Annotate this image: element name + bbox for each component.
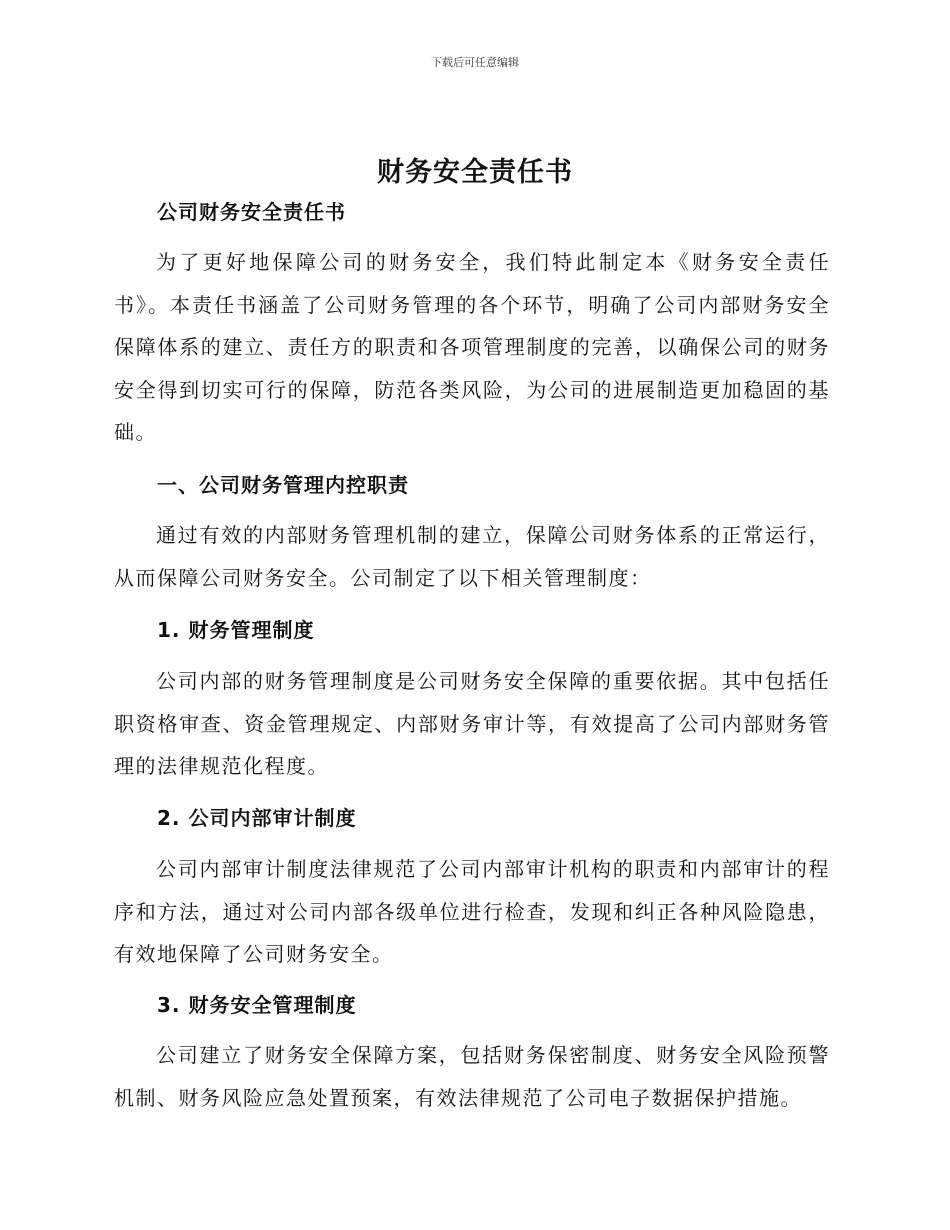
item-3-heading: 3. 财务安全管理制度 <box>157 993 357 1017</box>
document-subtitle: 公司财务安全责任书 <box>157 200 346 224</box>
section-1-heading: 一、公司财务管理内控职责 <box>157 473 409 497</box>
item-2-heading: 2. 公司内部审计制度 <box>157 806 357 830</box>
item-2-paragraph: 公司内部审计制度法律规范了公司内部审计机构的职责和内部审计的程序和方法，通过对公司内部各级单位进行检查，发现和纠正各种风险隐患，有效地保障了公司财务安全。 <box>114 857 830 966</box>
document-title: 财务安全责任书 <box>377 157 573 188</box>
section-1-paragraph: 通过有效的内部财务管理机制的建立，保障公司财务体系的正常运行，从而保障公司财务安全。公司制定了以下相关管理制度： <box>114 523 830 590</box>
item-3-paragraph: 公司建立了财务安全保障方案，包括财务保密制度、财务安全风险预警机制、财务风险应急处置预案，有效法律规范了公司电子数据保护措施。 <box>114 1043 830 1110</box>
item-1-heading: 1. 财务管理制度 <box>157 618 315 642</box>
intro-paragraph: 为了更好地保障公司的财务安全，我们特此制定本《财务安全责任书》。本责任书涵盖了公司财务管理的各个环节，明确了公司内部财务安全保障体系的建立、责任方的职责和各项管理制度的完善，以确保公司的财务安全得到切实可行的保障，防范各类风险，为公司的进展制造更加稳固的基础。 <box>114 250 830 444</box>
item-1-paragraph: 公司内部的财务管理制度是公司财务安全保障的重要依据。其中包括任职资格审查、资金管理规定、内部财务审计等，有效提高了公司内部财务管理的法律规范化程度。 <box>114 669 830 778</box>
header-note: 下载后可任意编辑 <box>431 56 519 69</box>
